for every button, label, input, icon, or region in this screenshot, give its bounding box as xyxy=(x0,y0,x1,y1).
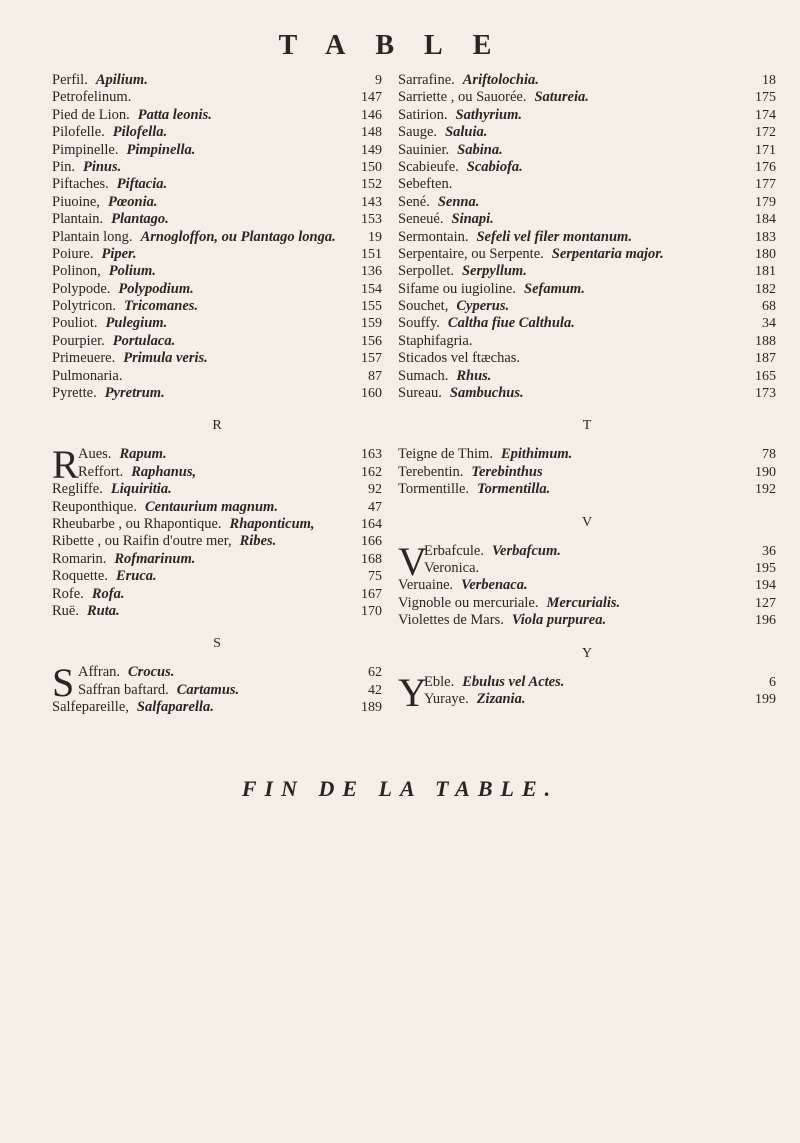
latin-name: Rapum. xyxy=(119,446,167,463)
page-number: 177 xyxy=(755,177,776,193)
latin-name: Patta leonis. xyxy=(137,106,212,123)
french-name: Primeuere. xyxy=(52,350,116,367)
latin-name: Raphanus, xyxy=(131,463,197,480)
latin-name: Eruca. xyxy=(115,568,157,585)
latin-name: Epithimum. xyxy=(500,446,573,463)
latin-name: Tormentilla. xyxy=(477,481,551,498)
index-entry xyxy=(398,350,776,367)
french-name: Sticados vel ftæchas. xyxy=(398,350,521,367)
latin-name: Piper. xyxy=(101,245,137,262)
french-name: Seneué. xyxy=(398,211,444,228)
latin-name: Ruta. xyxy=(86,602,120,619)
page-number: 9 xyxy=(375,73,382,88)
latin-name: Verbenaca. xyxy=(461,577,528,594)
french-name: Sarrafine. xyxy=(398,72,455,88)
index-entry xyxy=(52,682,382,699)
right-column xyxy=(398,72,776,715)
page-number: 179 xyxy=(755,194,776,210)
page-number: 159 xyxy=(361,316,382,332)
french-name: Sumach. xyxy=(398,367,449,384)
french-name: Piftaches. xyxy=(52,176,109,193)
page-number: 192 xyxy=(755,482,776,498)
page-number: 143 xyxy=(361,194,382,210)
latin-name: Sefeli vel filer montanum. xyxy=(476,228,632,245)
page-number: 190 xyxy=(755,464,776,480)
index-entry xyxy=(398,612,776,629)
index-entry xyxy=(52,368,382,385)
latin-name: Caltha fiue Calthula. xyxy=(447,315,575,332)
index-entry xyxy=(52,464,382,481)
french-name: Pyrette. xyxy=(52,385,97,402)
latin-name: Crocus. xyxy=(128,664,175,681)
index-entry xyxy=(52,385,382,402)
french-name: Pied de Lion. xyxy=(52,106,130,123)
section-letter-s: S xyxy=(213,636,221,652)
french-name: Staphifagria. xyxy=(398,332,473,349)
page-number: 19 xyxy=(368,229,382,245)
french-name: Rheubarbe , ou Rhapontique. xyxy=(52,515,222,532)
index-entry xyxy=(52,229,382,246)
latin-name: Portulaca. xyxy=(112,332,176,349)
latin-name: Pilofella. xyxy=(112,124,168,141)
french-name: Pilofelle. xyxy=(52,124,105,141)
section-letter-y: Y xyxy=(581,645,593,661)
page-number: 75 xyxy=(368,569,382,585)
page-number: 6 xyxy=(769,674,776,690)
index-entry xyxy=(52,72,382,89)
page-number: 151 xyxy=(361,246,382,262)
index-entry xyxy=(398,211,776,228)
french-name: Veruaine. xyxy=(398,577,454,594)
french-name: Petrofelinum. xyxy=(52,89,132,106)
latin-name: Verbafcum. xyxy=(491,542,561,559)
index-entry xyxy=(52,315,382,332)
latin-name: Serpyllum. xyxy=(461,263,527,280)
index-entry xyxy=(398,89,776,106)
index-entry xyxy=(398,595,776,612)
french-name: Saffran baftard. xyxy=(78,681,169,698)
index-entry xyxy=(52,533,382,550)
french-name: Salfepareille, xyxy=(52,699,129,716)
french-name: Piuoine, xyxy=(52,193,100,210)
page-number: 199 xyxy=(755,691,776,707)
french-name: Polypode. xyxy=(52,280,111,297)
index-entry xyxy=(398,142,776,159)
page-number: 160 xyxy=(361,386,382,402)
latin-name: Scabiofa. xyxy=(466,158,523,175)
page-number: 165 xyxy=(755,368,776,384)
section-s xyxy=(52,660,382,716)
index-entry xyxy=(52,176,382,193)
french-name: Pin. xyxy=(52,158,75,175)
index-entry xyxy=(52,568,382,585)
french-name: Pouliot. xyxy=(52,315,98,332)
index-entry xyxy=(398,446,776,463)
page-number: 188 xyxy=(755,333,776,349)
latin-name: Ebulus vel Actes. xyxy=(462,673,565,690)
index-entry xyxy=(398,315,776,332)
index-entry xyxy=(398,246,776,263)
page-number: 153 xyxy=(361,212,382,228)
index-entry xyxy=(398,464,776,481)
index-entry xyxy=(52,246,382,263)
french-name: Veronica. xyxy=(424,559,480,576)
page-number: 173 xyxy=(755,386,776,402)
page-number: 47 xyxy=(368,499,382,515)
page-number: 195 xyxy=(755,560,776,576)
latin-name: Rhaponticum, xyxy=(229,515,315,532)
index-entry xyxy=(398,368,776,385)
index-entry xyxy=(398,385,776,402)
index-entry xyxy=(52,551,382,568)
index-entry xyxy=(52,516,382,533)
page-number: 68 xyxy=(762,299,776,315)
index-entry xyxy=(52,481,382,498)
french-name: Reffort. xyxy=(78,463,124,480)
french-name: Roquette. xyxy=(52,568,108,585)
page-number: 78 xyxy=(762,447,776,463)
french-name: Sifame ou iugioline. xyxy=(398,280,516,297)
french-name: Serpentaire, ou Serpente. xyxy=(398,245,544,262)
latin-name: Centaurium magnum. xyxy=(144,498,278,515)
page-number: 149 xyxy=(361,142,382,158)
index-entry xyxy=(52,194,382,211)
index-entry xyxy=(398,298,776,315)
drop-cap: V xyxy=(398,538,427,584)
index-entry xyxy=(398,124,776,141)
french-name: Sauge. xyxy=(398,124,438,141)
index-entry xyxy=(52,263,382,280)
index-entry xyxy=(52,89,382,106)
page-number: 162 xyxy=(361,464,382,480)
page-number: 150 xyxy=(361,159,382,175)
drop-cap: S xyxy=(52,660,75,706)
french-name: Pimpinelle. xyxy=(52,141,119,158)
french-name: Tormentille. xyxy=(398,481,470,498)
page-number: 184 xyxy=(755,212,776,228)
french-name: Regliffe. xyxy=(52,481,103,498)
index-entry xyxy=(52,281,382,298)
french-name: Teigne de Thim. xyxy=(398,446,493,463)
latin-name: Ariftolochia. xyxy=(462,72,539,88)
latin-name: Ribes. xyxy=(239,533,277,550)
latin-name: Plantago. xyxy=(111,211,169,228)
page-number: 194 xyxy=(755,578,776,594)
french-name: Polinon, xyxy=(52,263,101,280)
page-number: 157 xyxy=(361,351,382,367)
page-number: 147 xyxy=(361,90,382,106)
latin-name: Serpentaria major. xyxy=(551,245,664,262)
page-number: 34 xyxy=(762,316,776,332)
page-number: 154 xyxy=(361,281,382,297)
french-name: Reuponthique. xyxy=(52,498,137,515)
latin-name: Cartamus. xyxy=(176,681,240,698)
index-entry xyxy=(52,159,382,176)
latin-name: Terebinthus xyxy=(471,463,543,480)
section-letter-r: R xyxy=(212,418,222,434)
latin-name: Pulegium. xyxy=(105,315,168,332)
index-entry xyxy=(398,691,776,708)
latin-name: Salfaparella. xyxy=(136,699,214,716)
latin-name: Sefamum. xyxy=(524,280,585,297)
french-name: Sureau. xyxy=(398,385,442,402)
section-letter-t: T xyxy=(582,418,592,434)
latin-name: Rhus. xyxy=(456,367,492,384)
page-number: 163 xyxy=(361,447,382,463)
page-number: 174 xyxy=(755,107,776,123)
latin-name: Pimpinella. xyxy=(126,141,196,158)
index-entry xyxy=(52,333,382,350)
french-name: Affran. xyxy=(78,664,121,681)
french-name: Plantain long. xyxy=(52,228,133,245)
page-number: 18 xyxy=(762,73,776,88)
index-entry xyxy=(398,281,776,298)
index-entry xyxy=(398,176,776,193)
french-name: Pourpier. xyxy=(52,332,105,349)
latin-name: Polypodium. xyxy=(118,280,194,297)
page-number: 36 xyxy=(762,543,776,559)
latin-name: Apilium. xyxy=(95,72,148,88)
french-name: Pulmonaria. xyxy=(52,367,123,384)
page-number: 166 xyxy=(361,534,382,550)
table-end-footer: FIN DE LA TABLE. xyxy=(241,776,559,801)
index-entry xyxy=(398,229,776,246)
latin-name: Senna. xyxy=(437,193,480,210)
latin-name: Saluia. xyxy=(445,124,488,141)
french-name: Souffy. xyxy=(398,315,440,332)
page-number: 189 xyxy=(361,700,382,716)
section-y xyxy=(398,669,776,715)
section-r xyxy=(52,442,382,620)
index-entry xyxy=(398,481,776,498)
french-name: Plantain. xyxy=(52,211,104,228)
french-name: Yuraye. xyxy=(424,690,469,707)
latin-name: Arnogloffon, ou Plantago longa. xyxy=(140,228,336,245)
french-name: Sené. xyxy=(398,193,430,210)
page-number: 148 xyxy=(361,125,382,141)
latin-name: Polium. xyxy=(108,263,156,280)
index-entry xyxy=(398,194,776,211)
french-name: Polytricon. xyxy=(52,298,117,315)
page-number: 180 xyxy=(755,246,776,262)
french-name: Vignoble ou mercuriale. xyxy=(398,594,539,611)
french-name: Serpollet. xyxy=(398,263,454,280)
latin-name: Pœonia. xyxy=(107,193,158,210)
page-header: TABLE xyxy=(278,30,522,61)
section-letter-v: V xyxy=(581,514,593,530)
index-entry xyxy=(398,159,776,176)
page-number: 175 xyxy=(755,90,776,106)
index-entry xyxy=(52,124,382,141)
section-v xyxy=(398,538,776,630)
page-number: 187 xyxy=(755,351,776,367)
index-entry xyxy=(398,560,776,577)
latin-name: Mercurialis. xyxy=(546,594,621,611)
index-entry xyxy=(52,699,382,716)
page-number: 62 xyxy=(368,665,382,681)
index-entry xyxy=(398,107,776,124)
latin-name: Pinus. xyxy=(82,158,122,175)
latin-name: Sinapi. xyxy=(451,211,494,228)
latin-name: Viola purpurea. xyxy=(511,612,607,629)
french-name: Satirion. xyxy=(398,106,448,123)
page-number: 164 xyxy=(361,516,382,532)
french-name: Sarriette , ou Sauorée. xyxy=(398,89,527,106)
latin-name: Piftacia. xyxy=(116,176,168,193)
page-number: 42 xyxy=(368,682,382,698)
french-name: Erbafcule. xyxy=(424,542,484,559)
page-number: 183 xyxy=(755,229,776,245)
section-s-continued xyxy=(398,72,776,402)
index-entry xyxy=(398,263,776,280)
index-entry xyxy=(52,586,382,603)
latin-name: Satureia. xyxy=(534,89,589,106)
index-entry xyxy=(52,499,382,516)
index-entry xyxy=(398,72,776,89)
index-entry xyxy=(52,603,382,620)
latin-name: Liquiritia. xyxy=(110,481,172,498)
french-name: Eble. xyxy=(424,673,455,690)
index-entry xyxy=(52,211,382,228)
page-number: 146 xyxy=(361,107,382,123)
drop-cap: Y xyxy=(398,669,427,715)
french-name: Perfil. xyxy=(52,72,88,88)
french-name: Sermontain. xyxy=(398,228,469,245)
latin-name: Sathyrium. xyxy=(455,106,523,123)
page-number: 156 xyxy=(361,333,382,349)
french-name: Sebeften. xyxy=(398,176,453,193)
french-name: Sauinier. xyxy=(398,141,450,158)
index-entry xyxy=(398,577,776,594)
page-number: 170 xyxy=(361,603,382,619)
page-number: 176 xyxy=(755,159,776,175)
page-number: 196 xyxy=(755,613,776,629)
latin-name: Rofa. xyxy=(91,585,125,602)
latin-name: Primula veris. xyxy=(123,350,208,367)
page-number: 136 xyxy=(361,264,382,280)
index-entry xyxy=(52,298,382,315)
latin-name: Zizania. xyxy=(476,690,526,707)
section-t xyxy=(398,446,776,498)
french-name: Aues. xyxy=(78,446,112,463)
left-column xyxy=(52,72,382,717)
page-number: 172 xyxy=(755,125,776,141)
index-entry xyxy=(52,107,382,124)
latin-name: Sambuchus. xyxy=(449,385,524,402)
latin-name: Cyperus. xyxy=(456,298,510,315)
page-number: 92 xyxy=(368,482,382,498)
page-number: 167 xyxy=(361,586,382,602)
page-number: 87 xyxy=(368,368,382,384)
section-p xyxy=(52,72,382,402)
french-name: Scabieufe. xyxy=(398,158,459,175)
french-name: Violettes de Mars. xyxy=(398,612,504,629)
index-entry xyxy=(52,350,382,367)
page-number: 155 xyxy=(361,299,382,315)
index-entry xyxy=(398,333,776,350)
page-number: 127 xyxy=(755,595,776,611)
french-name: Ruë. xyxy=(52,602,79,619)
index-entry xyxy=(52,142,382,159)
page-number: 152 xyxy=(361,177,382,193)
french-name: Souchet, xyxy=(398,298,449,315)
page-number: 168 xyxy=(361,551,382,567)
latin-name: Pyretrum. xyxy=(104,385,165,402)
latin-name: Tricomanes. xyxy=(124,298,199,315)
drop-cap: R xyxy=(52,442,79,488)
page-number: 181 xyxy=(755,264,776,280)
latin-name: Rofmarinum. xyxy=(114,550,196,567)
french-name: Romarin. xyxy=(52,550,107,567)
page-number: 171 xyxy=(755,142,776,158)
french-name: Ribette , ou Raifin d'outre mer, xyxy=(52,533,232,550)
french-name: Rofe. xyxy=(52,585,84,602)
page-number: 182 xyxy=(755,281,776,297)
french-name: Poiure. xyxy=(52,245,94,262)
latin-name: Sabina. xyxy=(457,141,503,158)
french-name: Terebentin. xyxy=(398,463,464,480)
